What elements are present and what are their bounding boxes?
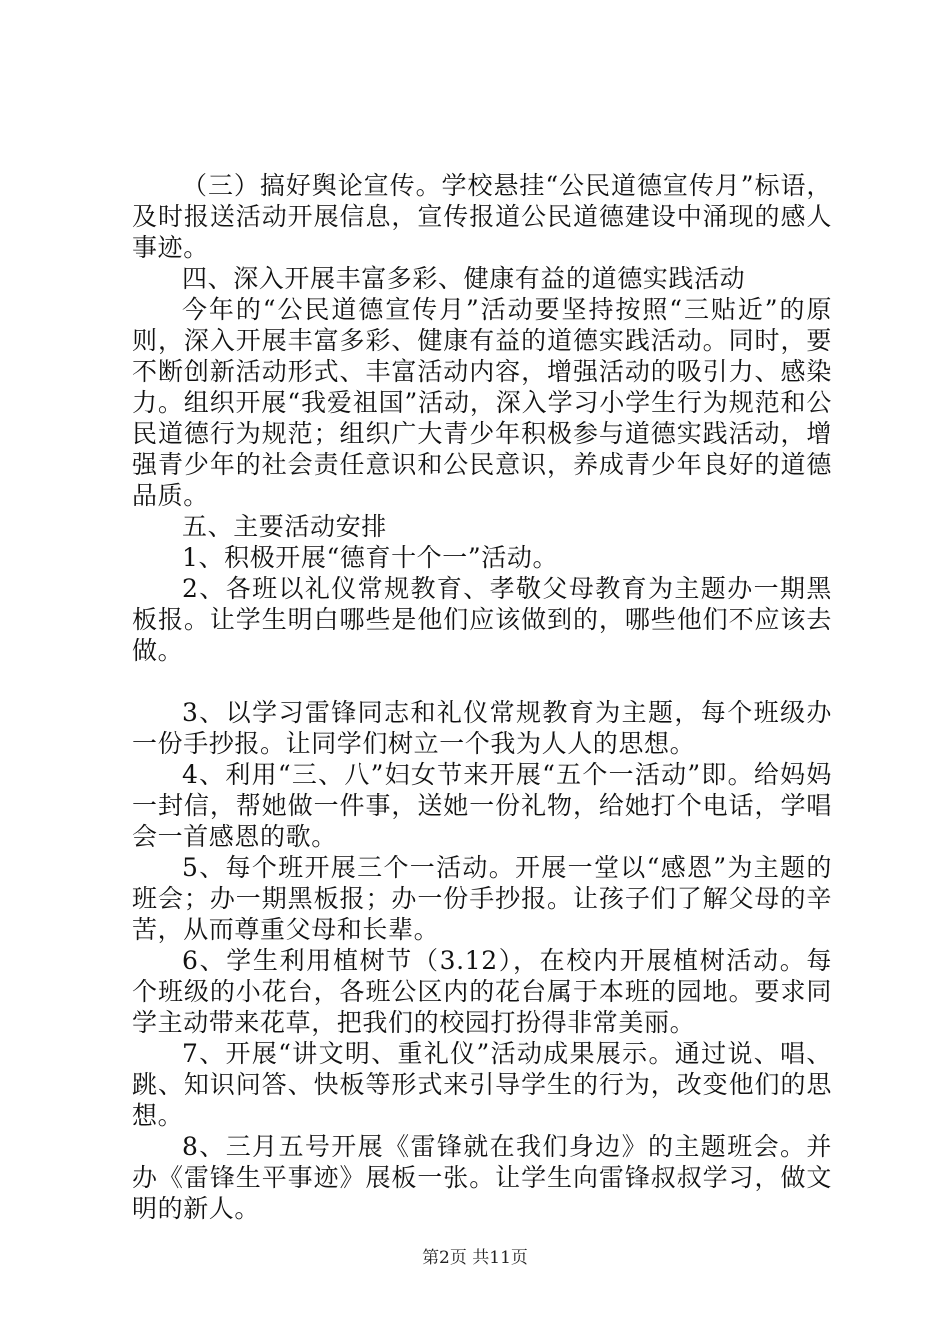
list-item-5: 5、每个班开展三个一活动。开展一堂以“感恩”为主题的班会；办一期黑板报；办一份手抄报。让孩子们了解父母的辛苦，从而尊重父母和长辈。 <box>132 853 832 944</box>
paragraph-publicity: （三）搞好舆论宣传。学校悬挂“公民道德宣传月”标语，及时报送活动开展信息，宣传报道公民道德建设中涌现的感人事迹。 <box>132 171 832 262</box>
page-footer: 第2页 共11页 <box>422 1248 528 1268</box>
list-item-1: 1、积极开展“德育十个一”活动。 <box>182 543 559 572</box>
list-item-3: 3、以学习雷锋同志和礼仪常规教育为主题，每个班级办一份手抄报。让同学们树立一个我为人人的思想。 <box>132 698 832 758</box>
heading-section-four: 四、深入开展丰富多彩、健康有益的道德实践活动 <box>182 264 746 293</box>
document-body <box>132 170 832 1224</box>
list-item-2: 2、各班以礼仪常规教育、孝敬父母教育为主题办一期黑板报。让学生明白哪些是他们应该做到的，哪些他们不应该去做。 <box>132 574 832 665</box>
list-item-4: 4、利用“三、八”妇女节来开展“五个一活动”即。给妈妈一封信，帮她做一件事，送她一份礼物，给她打个电话，学唱会一首感恩的歌。 <box>132 760 832 851</box>
list-item-8: 8、三月五号开展《雷锋就在我们身边》的主题班会。并办《雷锋生平事迹》展板一张。让学生向雷锋叔叔学习，做文明的新人。 <box>132 1132 832 1223</box>
list-item-7: 7、开展“讲文明、重礼仪”活动成果展示。通过说、唱、跳、知识问答、快板等形式来引导学生的行为，改变他们的思想。 <box>132 1039 832 1130</box>
list-item-6: 6、学生利用植树节（3.12），在校内开展植树活动。每个班级的小花台，各班公区内的花台属于本班的园地。要求同学主动带来花草，把我们的校园打扮得非常美丽。 <box>132 946 832 1037</box>
paragraph-moral-practice: 今年的“公民道德宣传月”活动要坚持按照“三贴近”的原则，深入开展丰富多彩、健康有益的道德实践活动。同时，要不断创新活动形式、丰富活动内容，增强活动的吸引力、感染力。组织开展“我爱祖国”活动，深入学习小学生行为规范和公民道德行为规范；组织广大青少年积极参与道德实践活动，增强青少年的社会责任意识和公民意识，养成青少年良好的道德品质。 <box>132 295 832 510</box>
heading-section-five: 五、主要活动安排 <box>182 512 387 541</box>
